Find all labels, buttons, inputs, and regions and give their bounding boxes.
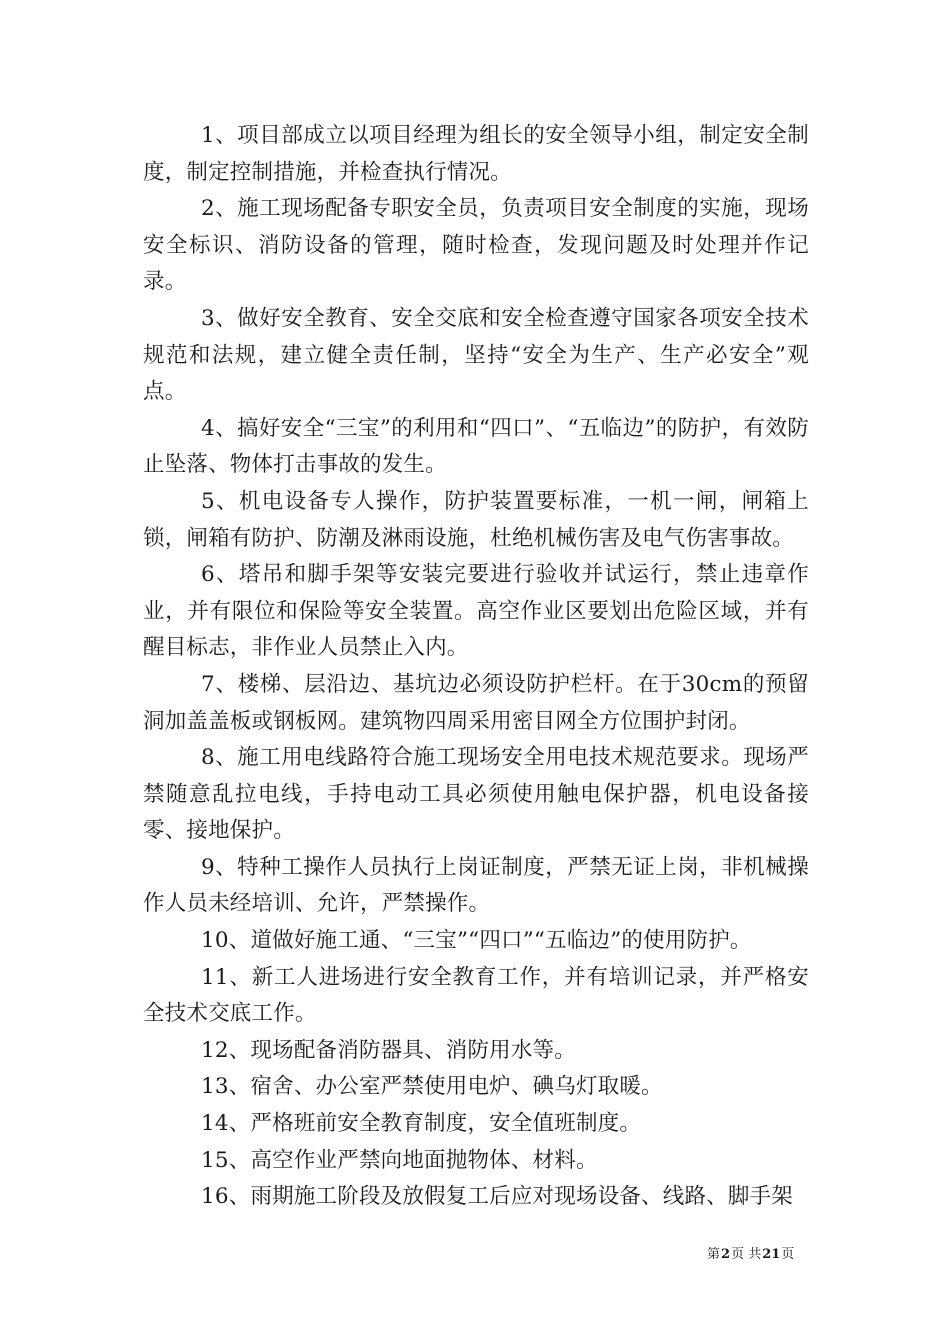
paragraph-3: 3、做好安全教育、安全交底和安全检查遵守国家各项安全技术规范和法规，建立健全责任制，坚持“安全为生产、生产必安全”观点。 [143, 305, 809, 405]
total-pages-number: 21 [762, 1247, 781, 1262]
page-suffix: 页 [781, 1247, 795, 1262]
page-middle: 页 共 [731, 1247, 762, 1262]
paragraph-8: 8、施工用电线路符合施工现场安全用电技术规范要求。现场严禁随意乱拉电线，手持电动工具必须使用触电保护器，机电设备接零、接地保护。 [143, 745, 809, 844]
paragraph-7: 7、楼梯、层沿边、基坑边必须设防护栏杆。在于30cm的预留洞加盖盖板或钢板网。建筑物四周采用密目网全方位围护封闭。 [143, 671, 809, 734]
paragraph-2: 2、施工现场配备专职安全员，负责项目安全制度的实施，现场安全标识、消防设备的管理，随时检查，发现问题及时处理并作记录。 [143, 196, 809, 295]
paragraph-15: 15、高空作业严禁向地面抛物体、材料。 [201, 1147, 598, 1173]
paragraph-6: 6、塔吊和脚手架等安装完要进行验收并试运行，禁止违章作业，并有限位和保险等安全装置。高空作业区要划出危险区域，并有醒目标志，非作业人员禁止入内。 [143, 562, 809, 661]
paragraph-1: 1、项目部成立以项目经理为组长的安全领导小组，制定安全制度，制定控制措施，并检查执行情况。 [143, 123, 809, 185]
paragraph-5: 5、机电设备专人操作，防护装置要标准，一机一闸，闸箱上锁，闸箱有防护、防潮及淋雨设施，杜绝机械伤害及电气伤害事故。 [143, 488, 809, 551]
paragraph-16: 16、雨期施工阶段及放假复工后应对现场设备、线路、脚手架 [201, 1184, 793, 1210]
paragraph-4: 4、搞好安全“三宝”的利用和“四口”、“五临边”的防护，有效防止坠落、物体打击事故的发生。 [143, 415, 809, 478]
paragraph-12: 12、现场配备消防器具、消防用水等。 [201, 1037, 576, 1063]
paragraph-14: 14、严格班前安全教育制度，安全值班制度。 [201, 1111, 642, 1137]
paragraph-9: 9、特种工操作人员执行上岗证制度，严禁无证上岗，非机械操作人员未经培训、允许，严禁操作。 [143, 854, 809, 917]
paragraph-13: 13、宿舍、办公室严禁使用电炉、碘乌灯取暖。 [201, 1074, 663, 1100]
paragraph-11: 11、新工人进场进行安全教育工作，并有培训记录，并严格安全技术交底工作。 [143, 964, 809, 1027]
page-number-label [707, 1246, 794, 1264]
paragraph-10: 10、道做好施工通、“三宝”“四口”“五临边”的使用防护。 [201, 928, 752, 954]
page-prefix: 第 [707, 1247, 721, 1262]
current-page-number: 2 [721, 1247, 731, 1262]
document-body [143, 118, 809, 1216]
